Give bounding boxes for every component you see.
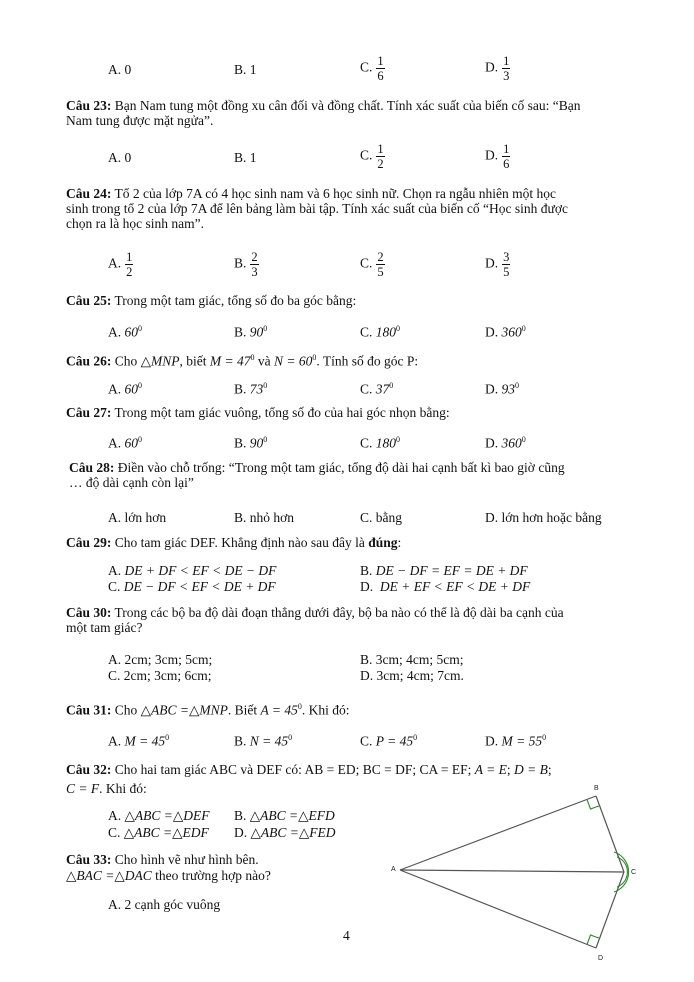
q29-option-a: A. DE + DF < EF < DE − DF <box>108 563 277 578</box>
q25-option-a: A. $60^0$ <box>108 324 142 340</box>
q28-option-c: C. bằng <box>360 510 402 525</box>
q33-question: Câu 33: Cho hình vẽ như hình bên. △BAC =△DAC theo trường hợp nào? <box>66 852 271 883</box>
q29-question: Câu 29: Cho tam giác DEF. Khẳng định nào sau đây là đúng: <box>66 535 402 550</box>
q26-option-a: A. $60^0$ <box>108 381 142 397</box>
q25-option-d: D. $360^0$ <box>485 324 526 340</box>
q27-option-d: D. $360^0$ <box>485 435 526 451</box>
q25-option-c: C. $180^0$ <box>360 324 401 340</box>
q30-option-b: B. 3cm; 4cm; 5cm; <box>360 652 464 667</box>
q30-option-d: D. 3cm; 4cm; 7cm. <box>360 668 464 683</box>
q23-option-d: D. $\frac{1}{6}$ <box>485 142 510 171</box>
q28-option-d: D. lớn hơn hoặc bằng <box>485 510 602 525</box>
q23-option-c: C. $\frac{1}{2}$ <box>360 142 384 171</box>
q33-label: Câu 33: <box>66 852 112 867</box>
q33-option-a: A. 2 cạnh góc vuông <box>108 897 221 912</box>
q26-label: Câu 26: <box>66 353 112 369</box>
q26-question: Câu 26: Cho △MNP, biết $M = 47^0$ và $N = 60^0$. Tính số đo góc P: <box>66 353 419 369</box>
q24-option-d: D. $\frac{3}{5}$ <box>485 250 510 279</box>
q23-question: Câu 23: Bạn Nam tung một đồng xu cân đối và đồng chất. Tính xác suất của biến cố sau: “Bạn Nam tung được mặt ngửa”. <box>66 98 581 128</box>
q29-option-c: C. DE − DF < EF < DE + DF <box>108 579 276 594</box>
q32-label: Câu 32: <box>66 762 112 777</box>
q27-option-a: A. $60^0$ <box>108 435 142 451</box>
q29-option-d: D. DE + EF < EF < DE + DF <box>360 579 531 594</box>
q27-question: Câu 27: Trong một tam giác vuông, tổng số đo của hai góc nhọn bằng: <box>66 405 450 420</box>
label-b: B <box>594 785 599 792</box>
q24-option-b: B. $\frac{2}{3}$ <box>234 250 258 279</box>
segment-dc <box>596 872 624 948</box>
q24-option-a: A. $\frac{1}{2}$ <box>108 250 133 279</box>
q27-option-c: C. $180^0$ <box>360 435 401 451</box>
q31-option-a: A. $M = 45^0$ <box>108 733 170 749</box>
q31-option-b: B. $N = 45^0$ <box>234 733 293 749</box>
q29-label: Câu 29: <box>66 535 112 550</box>
q22-option-c: C. $\frac{1}{6}$ <box>360 54 384 83</box>
q23-option-b: B. 1 <box>234 150 257 165</box>
q27-label: Câu 27: <box>66 405 112 420</box>
q32-option-c: C. △ABC =△EDF <box>108 825 209 840</box>
q32-option-d: D. △ABC =△FED <box>234 825 336 840</box>
q32-question: Câu 32: Cho hai tam giác ABC và DEF có: AB = ED; BC = DF; CA = EF; A = E; D = B; C = F. Khi đó: <box>66 762 552 796</box>
q22-option-b: B. 1 <box>234 62 257 77</box>
q30-option-c: C. 2cm; 3cm; 6cm; <box>108 668 212 683</box>
q30-option-a: A. 2cm; 3cm; 5cm; <box>108 652 213 667</box>
q24-option-c: C. $\frac{2}{5}$ <box>360 250 384 279</box>
q26-option-c: C. $37^0$ <box>360 381 394 397</box>
q30-label: Câu 30: <box>66 605 112 620</box>
q26-option-d: D. $93^0$ <box>485 381 519 397</box>
q25-option-b: B. $90^0$ <box>234 324 268 340</box>
label-d: D <box>598 955 604 962</box>
q22-option-a: A. 0 <box>108 62 132 77</box>
label-c: C <box>631 869 637 876</box>
q27-option-b: B. $90^0$ <box>234 435 268 451</box>
segment-ab <box>400 796 596 870</box>
q25-question: Câu 25: Trong một tam giác, tổng số đo ba góc bằng: <box>66 293 357 308</box>
kite-figure <box>380 780 650 970</box>
q26-option-b: B. $73^0$ <box>234 381 268 397</box>
segment-bc <box>596 796 624 872</box>
q24-question: Câu 24: Tổ 2 của lớp 7A có 4 học sinh nam và 6 học sinh nữ. Chọn ra ngẫu nhiên một học sinh trong tổ 2 của lớp 7A để lên bảng làm bài tập. Tính xác suất của biến cố “Học sinh được chọn ra là học sinh nam”. <box>66 186 568 231</box>
segment-ad <box>400 870 596 948</box>
label-a: A <box>391 866 396 873</box>
q29-option-b: B. DE − DF = EF = DE + DF <box>360 563 528 578</box>
q31-option-d: D. $M = 55^0$ <box>485 733 547 749</box>
q28-label: Câu 28: <box>69 460 115 475</box>
q28-option-b: B. nhỏ hơn <box>234 510 295 525</box>
segment-ac <box>400 870 624 872</box>
q25-label: Câu 25: <box>66 293 112 308</box>
q28-option-a: A. lớn hơn <box>108 510 167 525</box>
q31-question: Câu 31: Cho △ABC =△MNP. Biết $A = 45^0$. Khi đó: <box>66 702 350 718</box>
q30-question: Câu 30: Trong các bộ ba độ dài đoạn thẳng dưới đây, bộ ba nào có thể là độ dài ba cạnh của một tam giác? <box>66 605 564 635</box>
q28-question: Câu 28: Điền vào chỗ trống: “Trong một tam giác, tổng độ dài hai cạnh bất kì bao giờ cũng … độ dài cạnh còn lại” <box>69 460 565 490</box>
q23-option-a: A. 0 <box>108 150 132 165</box>
q32-option-b: B. △ABC =△EFD <box>234 808 335 823</box>
q31-option-c: C. $P = 45^0$ <box>360 733 418 749</box>
q31-label: Câu 31: <box>66 702 112 718</box>
q24-label: Câu 24: <box>66 186 112 201</box>
q22-option-d: D. $\frac{1}{3}$ <box>485 54 510 83</box>
q32-option-a: A. △ABC =△DEF <box>108 808 210 823</box>
q23-label: Câu 23: <box>66 98 112 113</box>
page-number: 4 <box>343 928 350 943</box>
